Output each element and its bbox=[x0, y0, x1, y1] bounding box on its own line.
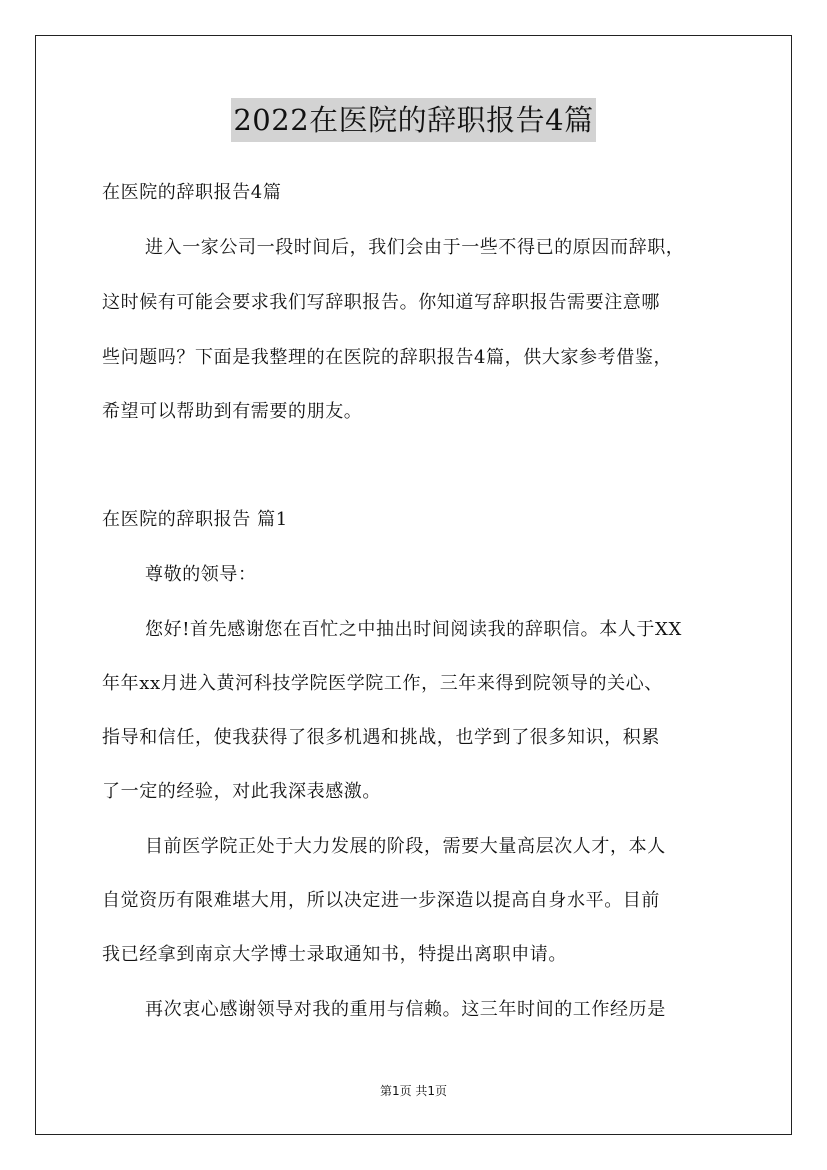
paragraph-line: 了一定的经验，对此我深表感激。 bbox=[102, 781, 381, 802]
page-footer: 第1页 共1页 bbox=[379, 1084, 448, 1098]
document-subtitle: 在医院的辞职报告4篇 bbox=[102, 182, 282, 203]
document-title: 2022在医院的辞职报告4篇 bbox=[231, 98, 595, 142]
paragraph-line: 年年xx月进入黄河科技学院医学院工作，三年来得到院领导的关心、 bbox=[102, 673, 663, 694]
intro-line: 希望可以帮助到有需要的朋友。 bbox=[102, 401, 363, 422]
paragraph-line: 自觉资历有限难堪大用，所以决定进一步深造以提高自身水平。目前 bbox=[102, 890, 660, 911]
paragraph-line: 指导和信任，使我获得了很多机遇和挑战，也学到了很多知识，积累 bbox=[102, 727, 660, 748]
intro-line: 些问题吗？下面是我整理的在医院的辞职报告4篇，供大家参考借鉴， bbox=[102, 347, 673, 368]
paragraph-line: 我已经拿到南京大学博士录取通知书，特提出离职申请。 bbox=[102, 944, 567, 965]
title-container bbox=[0, 98, 827, 142]
salutation: 尊敬的领导： bbox=[145, 564, 257, 585]
paragraph-line: 目前医学院正处于大力发展的阶段，需要大量高层次人才，本人 bbox=[145, 836, 666, 857]
intro-line: 进入一家公司一段时间后，我们会由于一些不得已的原因而辞职， bbox=[145, 237, 685, 258]
intro-line: 这时候有可能会要求我们写辞职报告。你知道写辞职报告需要注意哪 bbox=[102, 292, 660, 313]
section-heading: 在医院的辞职报告 篇1 bbox=[102, 509, 288, 530]
paragraph-line: 再次衷心感谢领导对我的重用与信赖。这三年时间的工作经历是 bbox=[145, 999, 666, 1020]
paragraph-line: 您好!首先感谢您在百忙之中抽出时间阅读我的辞职信。本人于XX bbox=[145, 619, 682, 640]
